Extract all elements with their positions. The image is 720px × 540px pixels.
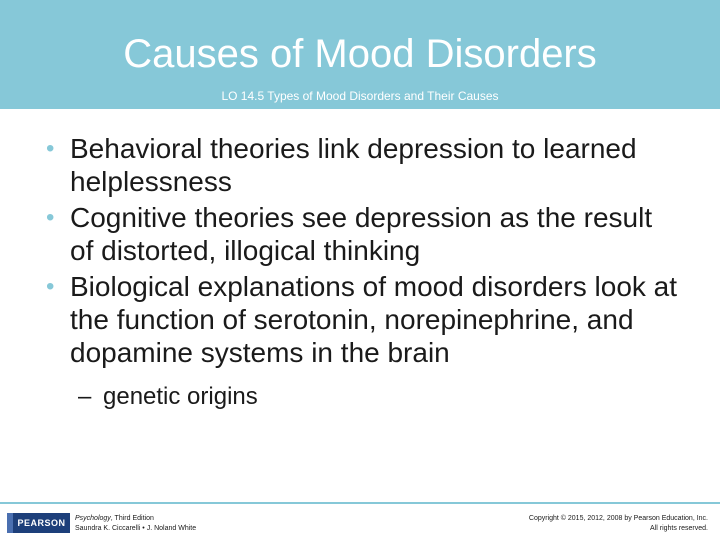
book-citation — [75, 514, 196, 534]
bullet-text: Cognitive theories see depression as the result of distorted, illogical thinking — [70, 202, 653, 266]
bullet-text: Biological explanations of mood disorders look at the function of serotonin, norepinephrine, and dopamine systems in the brain — [70, 271, 678, 368]
sub-bullet-item — [0, 382, 720, 412]
bullet-text: Behavioral theories link depression to learned helplessness — [70, 133, 637, 197]
bullet-marker: • — [46, 135, 55, 162]
book-edition: , Third Edition — [110, 515, 154, 522]
bullet-item — [0, 201, 720, 267]
bullet-marker: • — [46, 273, 55, 300]
bullet-marker: • — [46, 204, 55, 231]
pearson-logo: PEARSON — [7, 513, 70, 533]
sub-bullet-text: genetic origins — [103, 383, 258, 410]
bullet-item — [0, 132, 720, 198]
footer-divider — [0, 502, 720, 504]
copyright-line-1: Copyright © 2015, 2012, 2008 by Pearson Education, Inc. — [528, 515, 708, 522]
book-title: Psychology — [75, 515, 111, 522]
slide-content — [0, 132, 720, 412]
book-authors: Saundra K. Ciccarelli • J. Noland White — [75, 525, 197, 532]
slide-subtitle: LO 14.5 Types of Mood Disorders and Their Causes — [221, 89, 499, 103]
bullet-item — [0, 270, 720, 369]
slide-title: Causes of Mood Disorders — [123, 32, 597, 76]
copyright-notice — [529, 514, 708, 534]
copyright-line-2: All rights reserved. — [650, 525, 708, 532]
sub-bullet-marker: – — [78, 383, 92, 410]
